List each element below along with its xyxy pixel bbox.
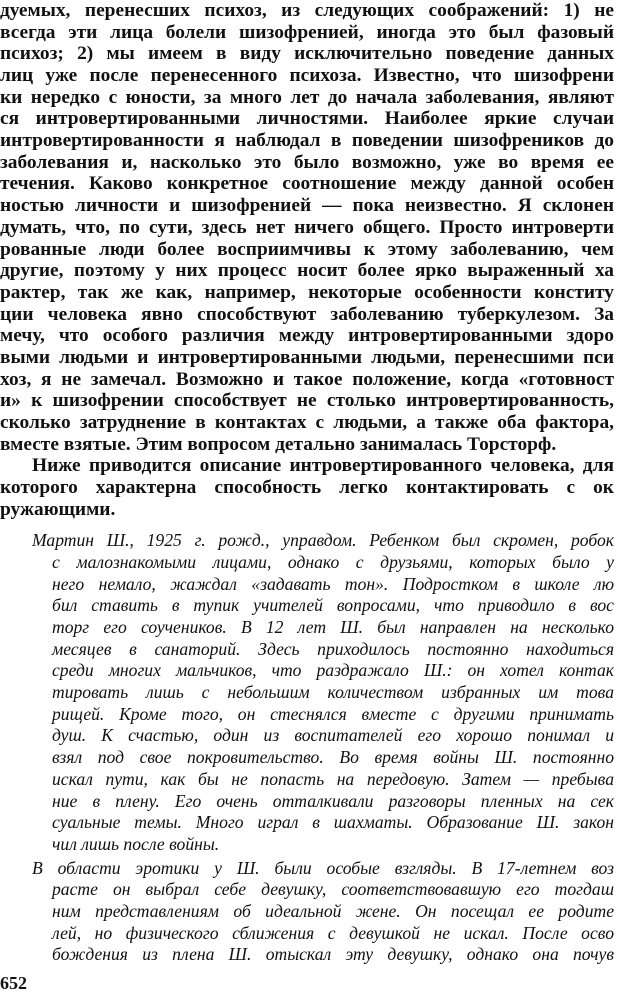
text-line: ся интровертированными личностями. Наиболее яркие случаи bbox=[0, 108, 614, 129]
text-line: ним представлениям об идеальной жене. Он посещал ее родите bbox=[52, 901, 614, 921]
text-line: бил ставить в тупик учителей вопросами, что приводило в вос bbox=[52, 595, 614, 615]
text-line: рактер, так же как, например, некоторые особенности конститу bbox=[0, 282, 614, 303]
text-line: вместе взятые. Этим вопросом детально занималась Торсторф. bbox=[0, 434, 557, 455]
text-line: рованные люди более восприимчивы к этому заболеванию, чем bbox=[0, 239, 614, 260]
text-line: заболевания и, насколько это было возможно, уже во время ее bbox=[0, 152, 614, 173]
text-line: месяцев в санаторий. Здесь приходилось постоянно находиться bbox=[52, 639, 614, 659]
text-line: ружающими. bbox=[0, 499, 116, 520]
text-line: среди многих мальчиков, что раздражало Ш.: он хотел контак bbox=[52, 660, 614, 680]
text-line: которого характерна способность легко контактировать с ок bbox=[0, 477, 614, 498]
text-line: ки нередко с юности, за много лет до начала заболевания, являют bbox=[0, 87, 614, 108]
text-line: интровертированности я наблюдал в поведении шизофреников до bbox=[0, 130, 614, 151]
text-line: расте он выбрал себе девушку, соответствовавшую его тогдаш bbox=[52, 879, 614, 899]
text-line: ции человека явно способствуют заболеванию туберкулезом. За bbox=[0, 304, 614, 325]
page-number: 652 bbox=[0, 973, 27, 993]
text-line: суальные темы. Много играл в шахматы. Образование Ш. закон bbox=[52, 812, 614, 832]
text-line: другие, поэтому у них процесс носит более ярко выраженный ха bbox=[0, 260, 614, 281]
text-line: Ниже приводится описание интровертированного человека, для bbox=[32, 455, 614, 476]
text-line: с малознакомыми лицами, однако с друзьями, которых было у bbox=[52, 552, 614, 572]
text-line: Мартин Ш., 1925 г. рожд., управдом. Ребенком был скромен, робок bbox=[32, 530, 614, 550]
text-line: лей, но физического сближения с девушкой не искал. После осво bbox=[52, 923, 614, 943]
text-line: и» к шизофрении способствует не столько интровертированность, bbox=[0, 390, 614, 411]
text-line: рищей. Кроме того, он стеснялся вместе с другими принимать bbox=[52, 704, 614, 724]
text-line: мечу, что особого различия между интровертированными здоро bbox=[0, 325, 614, 346]
text-line: торг его соучеников. В 12 лет Ш. был направлен на несколько bbox=[52, 617, 614, 637]
text-line: ностью личности и шизофренией — пока неизвестно. Я склонен bbox=[0, 195, 614, 216]
text-line: искал пути, как бы не попасть на передовую. Затем — пребыва bbox=[52, 769, 614, 789]
text-line: бождения из плена Ш. отыскал эту девушку, однако она почув bbox=[52, 944, 614, 964]
text-line: ние в плену. Его очень отталкивали разговоры пленных на сек bbox=[52, 791, 614, 811]
text-line: лиц уже после перенесенного психоза. Известно, что шизофрени bbox=[0, 65, 614, 86]
text-line: него немало, жаждал «задавать тон». Подростком в школе лю bbox=[52, 574, 614, 594]
text-line: взял под свое покровительство. Во время войны Ш. постоянно bbox=[52, 747, 614, 767]
text-line: сколько затруднение в контактах с людьми, а также оба фактора, bbox=[0, 412, 614, 433]
text-line: психоз; 2) мы имеем в виду исключительно поведение данных bbox=[0, 43, 614, 64]
text-line: В области эротики у Ш. были особые взгляды. В 17-летнем воз bbox=[32, 858, 614, 878]
text-line: всегда эти лица болели шизофренией, иногда это был фазовый bbox=[0, 22, 614, 43]
text-line: чил лишь после войны. bbox=[52, 834, 220, 854]
text-line: выми людьми и интровертированными людьми, перенесшими пси bbox=[0, 347, 614, 368]
text-line: душ. К счастью, один из воспитателей его хорошо понимал и bbox=[52, 725, 614, 745]
text-line: думать, что, по сути, здесь нет ничего общего. Просто интроверти bbox=[0, 217, 614, 238]
text-line: хоз, я не замечал. Возможно и такое положение, когда «готовност bbox=[0, 369, 614, 390]
text-line: течения. Каково конкретное соотношение между данной особен bbox=[0, 173, 614, 194]
text-line: тировать лишь с небольшим количеством избранных им това bbox=[52, 682, 614, 702]
text-line: дуемых, перенесших психоз, из следующих соображений: 1) не bbox=[0, 0, 614, 21]
